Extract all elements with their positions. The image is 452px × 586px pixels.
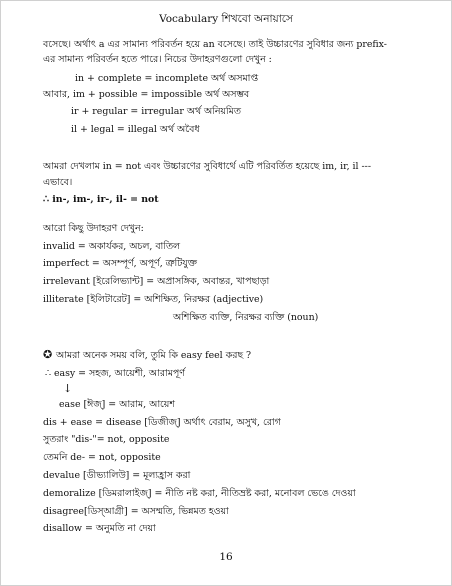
text-line: ∴ easy = সহজ, আয়েশী, আরামপূর্ণ <box>45 368 185 379</box>
example-line: imperfect = অসম্পূর্ণ, অপূর্ণ, ত্রুটিযুক্ত <box>43 258 197 269</box>
example-line: disallow = অনুমতি না দেয়া <box>43 523 156 534</box>
example-line: disagree[ডিস্‌আগ্রী] = অসম্মতি, ভিন্নমত হওয়া <box>43 506 229 517</box>
example-line: invalid = অকার্যকর, অচল, বাতিল <box>43 241 180 252</box>
text-line: আরো কিছু উদাহরণ দেখুন: <box>43 223 144 234</box>
text-line: সুতরাং "dis-"= not, opposite <box>43 434 170 445</box>
example-line: devalue [ডীভ্যালিউ] = মূল্যহ্রাস করা <box>43 470 191 481</box>
example-line: in + complete = incomplete অর্থ অসমাপ্ত <box>75 73 259 84</box>
text-line: এর সামান্য পরিবর্তন হতে পারে। নিচের উদাহরণগুলো দেখুন : <box>43 54 272 65</box>
example-line: ir + regular = irregular অর্থ অনিয়মিত <box>71 106 241 117</box>
text-line: এভাবে। <box>43 177 73 188</box>
running-header: Vocabulary শিখবো অনায়াসে <box>159 13 293 25</box>
down-arrow-icon: ↓ <box>63 382 73 395</box>
example-line: irrelevant [ইরেলিভ্যান্ট] = অপ্রাসঙ্গিক, অবান্তর, খাপছাড়া <box>43 276 270 287</box>
example-line: অশিক্ষিত ব্যক্তি, নিরক্ষর ব্যক্তি (noun) <box>173 312 319 323</box>
example-line: dis + ease = disease [ডিজীজ্‌] অর্থাৎ বেরাম, অসুখ, রোগ <box>43 417 281 428</box>
example-line: illiterate [ইলিটারেট] = অশিক্ষিত, নিরক্ষর (adjective) <box>43 294 264 305</box>
page-number: 16 <box>219 551 233 563</box>
text-line: আমরা দেখলাম in = not এবং উচ্চারণের সুবিধার্থে এটি পরিবর্তিত হয়েছে im, ir, il --- <box>43 161 372 172</box>
example-line: আবার, im + possible = impossible অর্থ অসম্ভব <box>43 89 250 100</box>
text-line: তেমনি de- = not, opposite <box>43 452 161 463</box>
text-span: আমরা অনেক সময় বলি, তুমি কি easy feel করছ ? <box>56 350 252 361</box>
star-bullet-icon: ✪ <box>43 348 53 361</box>
text-line <box>43 349 251 362</box>
rule-line: ∴ in-, im-, ir-, il- = not <box>43 194 159 205</box>
text-line: বসেছে। অর্থাৎ a এর সামান্য পরিবর্তন হয়ে an বসেছে। তাই উচ্চারণের সুবিধার জন্য prefix- <box>43 39 387 50</box>
example-line: il + legal = illegal অর্থ অবৈধ <box>71 124 200 135</box>
example-line: demoralize [ডিমরালাইজ্‌] = নীতি নষ্ট করা, নীতিভ্রষ্ট করা, মনোবল ভেঙে দেওয়া <box>43 488 356 499</box>
example-line: ease [ঈজ্‌] = আরাম, আয়েশ <box>59 399 175 410</box>
